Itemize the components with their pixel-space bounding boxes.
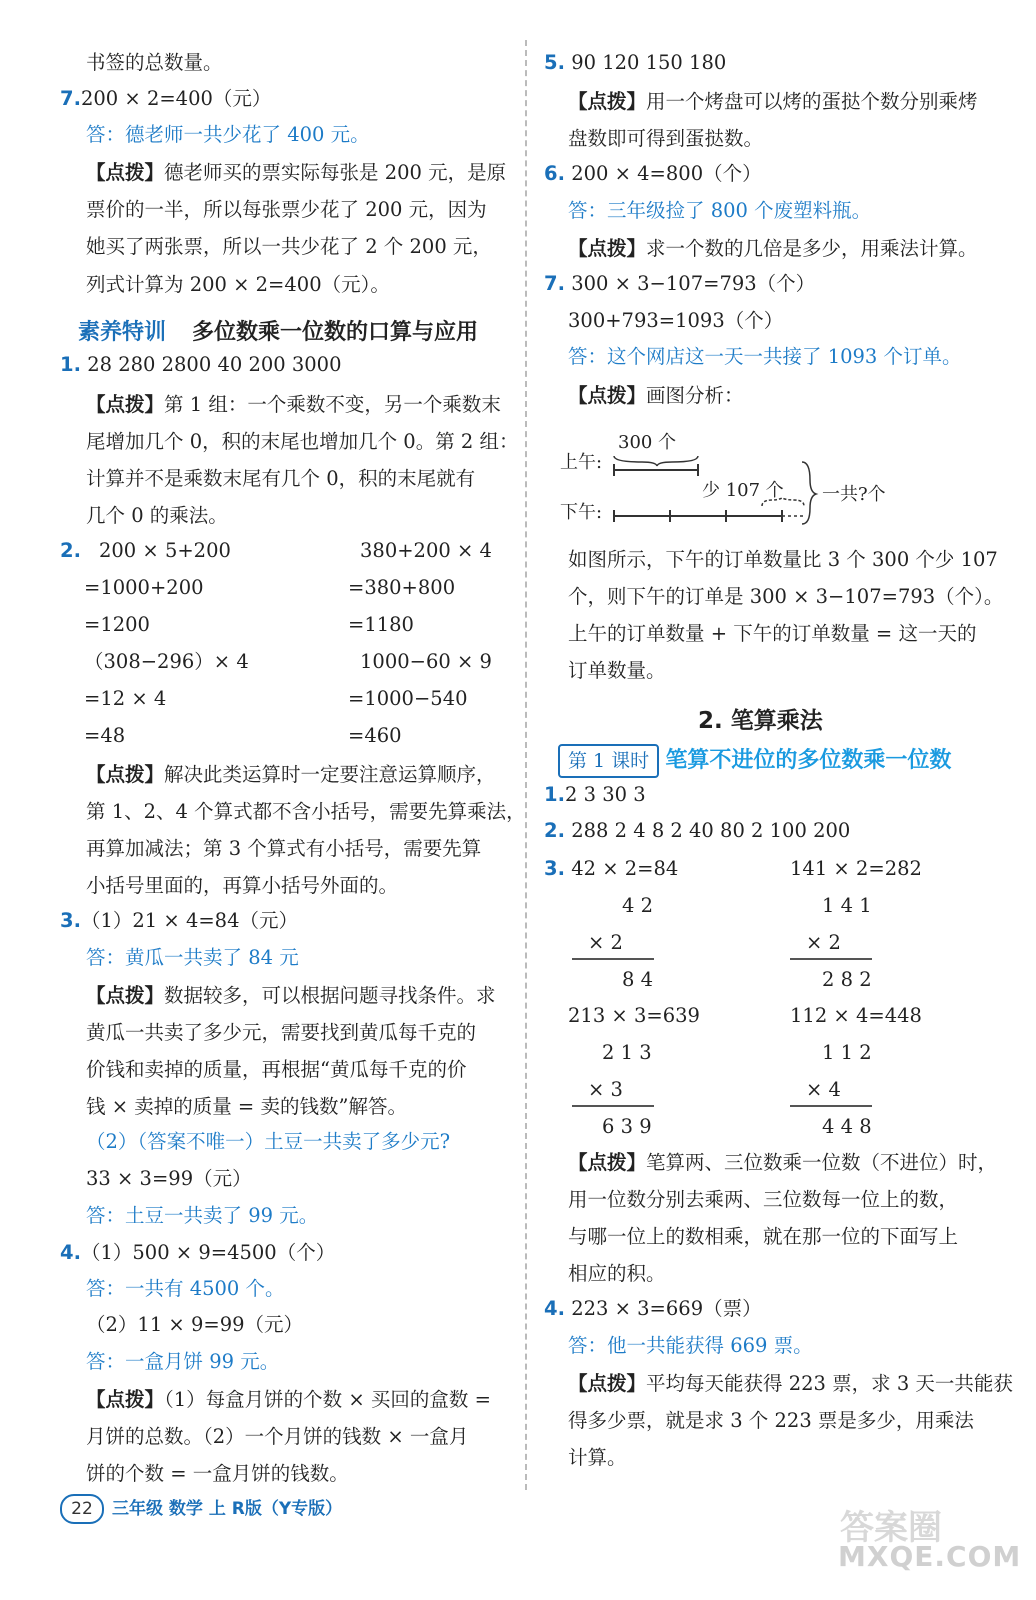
equation: 213 × 3=639 (568, 1004, 700, 1027)
question-1 (60, 352, 342, 378)
vertical-calc-top: 4 2 (622, 894, 654, 917)
tip-text: 数据较多，可以根据问题寻找条件。求 (164, 984, 496, 1007)
calc-line (572, 958, 654, 960)
tip-text: 笔算两、三位数乘一位数（不进位）时， (646, 1151, 998, 1174)
equation: （2）11 × 9=99（元） (86, 1313, 304, 1336)
brace-total (802, 462, 816, 524)
expression: 380+200 × 4 (360, 539, 492, 562)
tip-line (568, 1371, 1013, 1397)
calc-step: =1180 (348, 613, 414, 636)
tip-line: 价钱和卖掉的质量，再根据“黄瓜每千克的价 (86, 1058, 467, 1081)
question-number: 5. (544, 51, 565, 74)
tip-line: 得多少票，就是求 3 个 223 票是多少，用乘法 (568, 1409, 974, 1432)
equation: （1）21 × 4=84（元） (80, 909, 298, 932)
equation: 300 × 3−107=793（个） (571, 272, 816, 295)
tip-tag: 【点拨】 (568, 90, 647, 113)
tip-tag: 【点拨】 (86, 984, 165, 1007)
question-2 (60, 538, 231, 564)
tip-line (568, 236, 978, 262)
tip-line (568, 1150, 997, 1176)
tip-text: 求一个数的几倍是多少，用乘法计算。 (646, 237, 978, 260)
vertical-calc-result: 8 4 (622, 968, 654, 991)
question-6 (544, 161, 762, 187)
lesson-title: 笔算不进位的多位数乘一位数 (665, 748, 952, 773)
explain-line: 订单数量。 (568, 659, 666, 682)
tip-line (568, 383, 744, 409)
answer-line: 答：他一共能获得 669 票。 (568, 1334, 813, 1357)
tip-line (568, 89, 978, 115)
tip-line (86, 762, 496, 788)
question-number: 7. (544, 272, 565, 295)
equation: 200 × 4=800（个） (571, 162, 762, 185)
tip-line: 钱 × 卖掉的质量 = 卖的钱数”解答。 (86, 1095, 407, 1118)
book-title: 三年级 数学 上 R版（Y专版） (112, 1499, 343, 1519)
equation: （1）500 × 9=4500（个） (80, 1241, 336, 1264)
practice-1 (544, 782, 646, 808)
calc-step: =380+800 (348, 576, 456, 599)
tip-tag: 【点拨】 (86, 161, 165, 184)
answer-line: 答：一盒月饼 99 元。 (86, 1350, 280, 1373)
tip-line (86, 1387, 491, 1413)
tip-tag: 【点拨】 (568, 384, 647, 407)
equation: 141 × 2=282 (790, 857, 922, 880)
answer-line: 答：德老师一共少花了 400 元。 (86, 123, 370, 146)
tip-line: 与哪一位上的数相乘，就在那一位的下面写上 (568, 1225, 959, 1248)
tip-line: 相应的积。 (568, 1262, 666, 1285)
calc-step: =1000+200 (84, 576, 204, 599)
question-7 (60, 86, 271, 112)
section-title (78, 315, 478, 346)
calc-line (790, 958, 872, 960)
tip-tag: 【点拨】 (568, 1151, 647, 1174)
tip-text: 解决此类运算时一定要注意运算顺序， (164, 763, 496, 786)
answer-values: 2 3 30 3 (564, 783, 646, 806)
answer-line: 答：这个网店这一天一共接了 1093 个订单。 (568, 345, 962, 368)
question-number: 2. (544, 819, 565, 842)
practice-4 (544, 1296, 762, 1322)
answer-values: 28 280 2800 40 200 3000 (87, 353, 342, 376)
explain-line: 个，则下午的订单是 300 × 3−107=793（个）。 (568, 585, 1004, 608)
page-number: 22 (60, 1494, 104, 1524)
equation: 112 × 4=448 (790, 1004, 922, 1027)
question-number: 3. (60, 909, 81, 932)
practice-3 (544, 856, 678, 882)
equation: 200 × 2=400（元） (80, 87, 272, 110)
section-label: 素养特训 (78, 320, 167, 345)
tip-line: 小括号里面的，再算小括号外面的。 (86, 874, 399, 897)
question-number: 4. (60, 1241, 81, 1264)
tip-line: 第 1、2、4 个算式都不含小括号，需要先算乘法， (86, 800, 526, 823)
tip-line: 饼的个数 = 一盒月饼的钱数。 (86, 1462, 349, 1485)
watermark-logo: 答案圈 (840, 1508, 942, 1548)
vertical-calc-result: 4 4 8 (822, 1115, 872, 1138)
tip-line: 几个 0 的乘法。 (86, 504, 228, 527)
lesson-box: 第 1 课时 (558, 744, 659, 778)
tip-text: 用一个烤盘可以烤的蛋挞个数分别乘烤 (646, 90, 978, 113)
answer-line: （2）（答案不唯一）土豆一共卖了多少元? (86, 1130, 451, 1153)
question-number: 1. (544, 783, 565, 806)
equation: 42 × 2=84 (571, 857, 679, 880)
answer-values: 90 120 150 180 (571, 51, 727, 74)
vertical-calc-top: 1 1 2 (822, 1041, 872, 1064)
question-number: 2. (60, 539, 81, 562)
tip-text: 德老师买的票实际每张是 200 元，是原 (164, 161, 507, 184)
column-divider (525, 40, 527, 1490)
tip-text: 画图分析： (646, 384, 744, 407)
tip-line: 列式计算为 200 × 2=400（元）。 (86, 273, 390, 296)
calc-step: =1200 (84, 613, 150, 636)
answer-line: 答：土豆一共卖了 99 元。 (86, 1204, 319, 1227)
calc-line (790, 1105, 872, 1107)
tip-tag: 【点拨】 (568, 237, 647, 260)
vertical-calc-top: 1 4 1 (822, 894, 872, 917)
equation: 33 × 3=99（元） (86, 1167, 252, 1190)
question-7-right (544, 271, 815, 297)
calc-step: =48 (84, 724, 126, 747)
tip-line: 盘数即可得到蛋挞数。 (568, 127, 764, 150)
chapter-title: 2. 笔算乘法 (698, 708, 823, 734)
tip-line (86, 392, 501, 418)
question-number: 4. (544, 1297, 565, 1320)
diagram-label-pm: 下午: (560, 502, 603, 523)
tip-line: 黄瓜一共卖了多少元，需要找到黄瓜每千克的 (86, 1021, 477, 1044)
tip-text: 平均每天能获得 223 票，求 3 天一共能获 (646, 1372, 1013, 1395)
tip-line: 再算加减法；第 3 个算式有小括号，需要先算 (86, 837, 482, 860)
equation: 300+793=1093（个） (568, 309, 784, 332)
expression: 200 × 5+200 (98, 539, 231, 562)
answer-values: 288 2 4 8 2 40 80 2 100 200 (571, 819, 851, 842)
calc-line (572, 1105, 654, 1107)
tip-line: 她买了两张票，所以一共少花了 2 个 200 元， (86, 235, 492, 258)
vertical-calc-mult: × 3 (588, 1078, 623, 1101)
tip-line: 票价的一半，所以每张票少花了 200 元，因为 (86, 198, 487, 221)
section-heading: 多位数乘一位数的口算与应用 (192, 320, 479, 345)
answer-line: 答：一共有 4500 个。 (86, 1277, 285, 1300)
calc-step: =460 (348, 724, 402, 747)
segment-diagram (558, 420, 918, 530)
question-number: 3. (544, 857, 565, 880)
vertical-calc-mult: × 2 (588, 931, 623, 954)
tip-tag: 【点拨】 (86, 1388, 165, 1411)
question-number: 1. (60, 353, 81, 376)
diagram-label-total: 一共?个 (822, 484, 886, 505)
tip-line: 月饼的总数。（2）一个月饼的钱数 × 一盒月 (86, 1425, 469, 1448)
tip-text: （1）每盒月饼的个数 × 买回的盒数 = (164, 1388, 491, 1411)
explain-line: 上午的订单数量 + 下午的订单数量 = 这一天的 (568, 622, 977, 645)
tip-text: 第 1 组：一个乘数不变，另一个乘数末 (164, 393, 501, 416)
brace-am (614, 456, 698, 466)
tip-line: 用一位数分别去乘两、三位数每一位上的数， (568, 1188, 959, 1211)
lesson-header (558, 744, 951, 778)
question-5 (544, 50, 726, 76)
tip-tag: 【点拨】 (86, 763, 165, 786)
tip-line: 计算。 (568, 1446, 627, 1469)
answer-line: 答：黄瓜一共卖了 84 元 (86, 946, 299, 969)
answer-line: 答：三年级捡了 800 个废塑料瓶。 (568, 199, 872, 222)
tip-line: 计算并不是乘数末尾有几个 0，积的末尾就有 (86, 467, 476, 490)
expression: （308−296）× 4 (84, 650, 249, 673)
explain-line: 如图所示，下午的订单数量比 3 个 300 个少 107 (568, 548, 998, 571)
diagram-label-300: 300 个 (618, 432, 677, 453)
question-number: 6. (544, 162, 565, 185)
calc-step: =1000−540 (348, 687, 468, 710)
tip-line: 尾增加几个 0，积的末尾也增加几个 0。第 2 组： (86, 430, 519, 453)
vertical-calc-result: 6 3 9 (602, 1115, 652, 1138)
tip-line (86, 983, 496, 1009)
question-4 (60, 1240, 335, 1266)
vertical-calc-result: 2 8 2 (822, 968, 872, 991)
diagram-label-am: 上午: (560, 452, 603, 473)
practice-2 (544, 818, 850, 844)
question-3 (60, 908, 298, 934)
tip-line (86, 160, 506, 186)
text-line: 书签的总数量。 (86, 51, 223, 74)
calc-step: =12 × 4 (84, 687, 167, 710)
vertical-calc-mult: × 2 (806, 931, 841, 954)
vertical-calc-top: 2 1 3 (602, 1041, 652, 1064)
tip-tag: 【点拨】 (86, 393, 165, 416)
question-number: 7. (60, 87, 81, 110)
equation: 223 × 3=669（票） (571, 1297, 762, 1320)
expression: 1000−60 × 9 (360, 650, 492, 673)
diagram-label-less: 少 107 个 (702, 480, 784, 501)
tip-tag: 【点拨】 (568, 1372, 647, 1395)
vertical-calc-mult: × 4 (806, 1078, 841, 1101)
watermark-url: MXQE.COM (838, 1540, 1022, 1573)
